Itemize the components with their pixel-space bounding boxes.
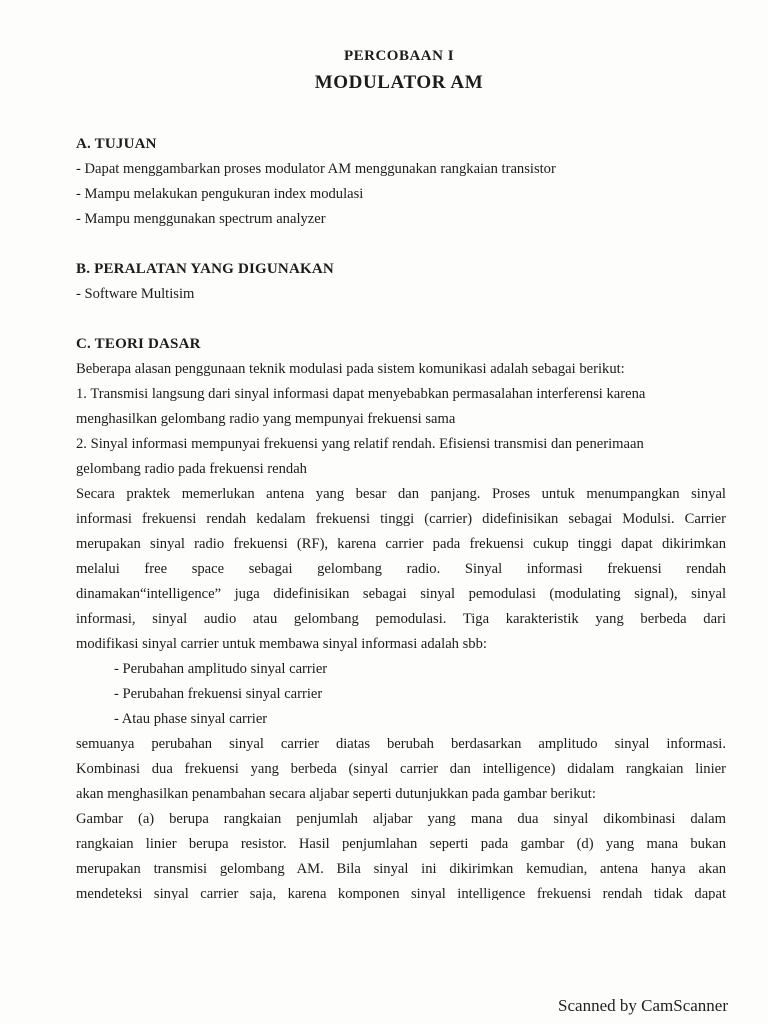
section-heading-tujuan: A. TUJUAN xyxy=(76,136,157,152)
paragraph-line: Gambar (a) berupa rangkaian penjumlah aljabar yang mana dua sinyal dikombinasi dalam xyxy=(76,811,726,827)
paragraph-line: gelombang radio pada frekuensi rendah xyxy=(76,461,307,477)
paragraph-line: Beberapa alasan penggunaan teknik modulasi pada sistem komunikasi adalah sebagai berikut: xyxy=(76,361,625,377)
paragraph-line: 2. Sinyal informasi mempunyai frekuensi yang relatif rendah. Efisiensi transmisi dan penerimaan xyxy=(76,436,644,452)
bullet-item: - Atau phase sinyal carrier xyxy=(114,711,268,727)
paragraph-line: dinamakan“intelligence” juga didefinisikan sebagai sinyal pemodulasi (modulating signal), sinyal xyxy=(76,586,726,602)
paragraph-line: menghasilkan gelombang radio yang mempunyai frekuensi sama xyxy=(76,411,456,427)
list-item: - Dapat menggambarkan proses modulator AM menggunakan rangkaian transistor xyxy=(76,161,556,177)
paragraph-line: informasi frekuensi rendah kedalam frekuensi tinggi (carrier) didefinisikan sebagai Modulsi. Carrier xyxy=(76,511,726,527)
list-item: - Mampu menggunakan spectrum analyzer xyxy=(76,211,326,227)
paragraph-line: merupakan transmisi gelombang AM. Bila sinyal ini dikirimkan kemudian, antena hanya akan xyxy=(76,861,726,877)
paragraph-line: semuanya perubahan sinyal carrier diatas berubah berdasarkan amplitudo sinyal informasi. xyxy=(76,736,726,752)
page-title: MODULATOR AM xyxy=(314,72,484,93)
document-body xyxy=(76,132,726,900)
paragraph-line: akan menghasilkan penambahan secara aljabar seperti dutunjukkan pada gambar berikut: xyxy=(76,786,596,802)
bullet-item: - Perubahan amplitudo sinyal carrier xyxy=(114,661,328,677)
scanner-watermark: Scanned by CamScanner xyxy=(558,996,728,1015)
list-item: - Mampu melakukan pengukuran index modulasi xyxy=(76,186,364,202)
section-heading-peralatan: B. PERALATAN YANG DIGUNAKAN xyxy=(76,261,334,277)
paragraph-line: rangkaian linier berupa resistor. Hasil penjumlahan seperti pada gambar (d) yang mana bukan xyxy=(76,836,726,852)
paragraph-line: Secara praktek memerlukan antena yang besar dan panjang. Proses untuk menumpangkan sinyal xyxy=(76,486,726,502)
paragraph-line-cut: mendeteksi sinyal carrier saja, karena komponen sinyal intelligence frekuensi rendah tidak dapat xyxy=(76,886,726,900)
paragraph-line: Kombinasi dua frekuensi yang berbeda (sinyal carrier dan intelligence) didalam rangkaian linier xyxy=(76,761,726,777)
paragraph-line: modifikasi sinyal carrier untuk membawa sinyal informasi adalah sbb: xyxy=(76,636,487,652)
experiment-number: PERCOBAAN I xyxy=(343,48,455,64)
paragraph-line: melalui free space sebagai gelombang radio. Sinyal informasi frekuensi rendah xyxy=(76,561,726,577)
paragraph-line: 1. Transmisi langsung dari sinyal informasi dapat menyebabkan permasalahan interferensi karena xyxy=(76,386,646,402)
section-heading-teori: C. TEORI DASAR xyxy=(76,336,201,352)
paragraph-line: informasi, sinyal audio atau gelombang pemodulasi. Tiga karakteristik yang berbeda dari xyxy=(76,611,726,627)
bullet-item: - Perubahan frekuensi sinyal carrier xyxy=(114,686,323,702)
paragraph-line: merupakan sinyal radio frekuensi (RF), karena carrier pada frekuensi cukup tinggi dapat dikirimkan xyxy=(76,536,726,552)
list-item: - Software Multisim xyxy=(76,286,195,302)
